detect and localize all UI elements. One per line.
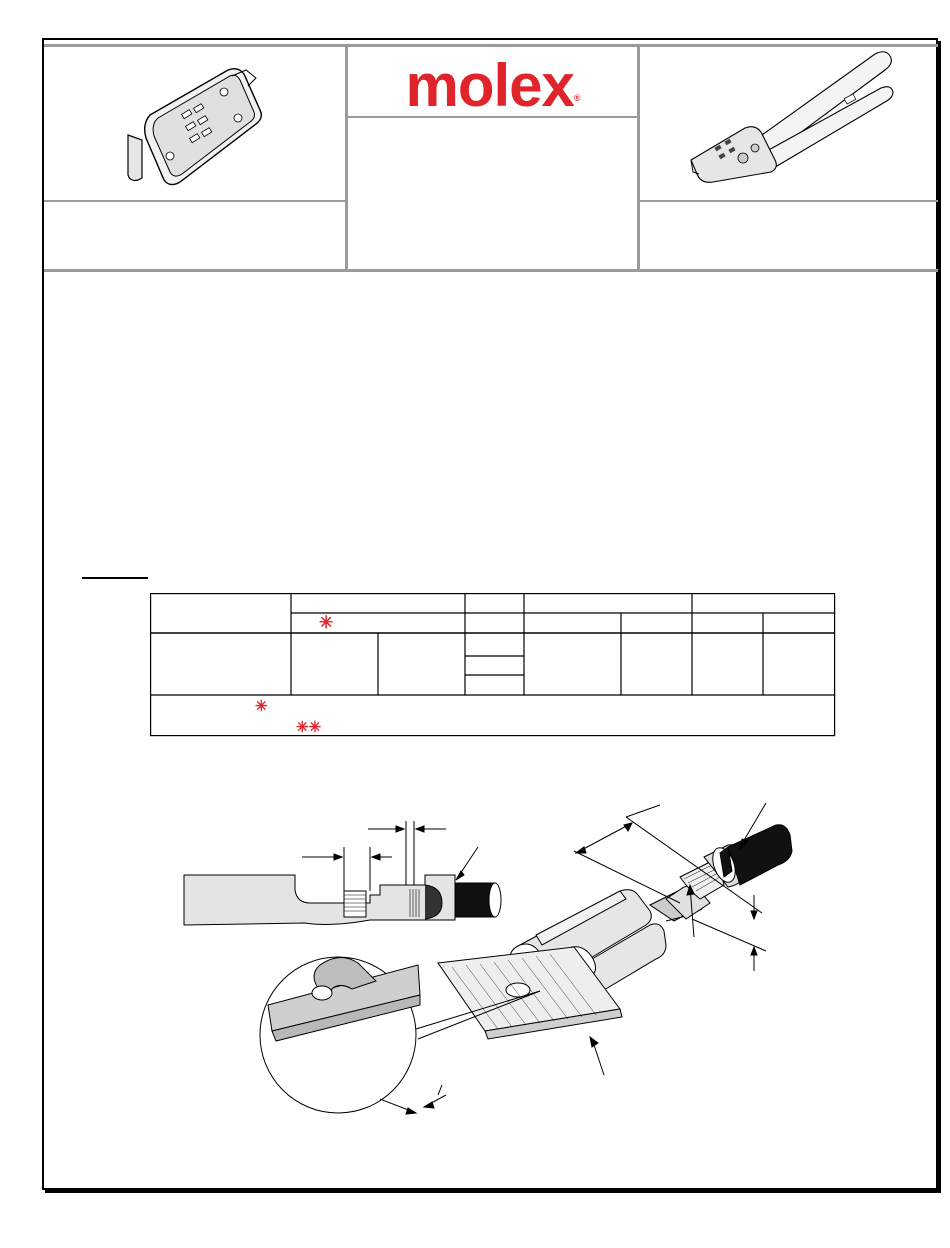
terminal-crimp-drawing-icon xyxy=(180,795,800,1125)
note-mark-double: ✳✳ xyxy=(296,719,322,736)
right-cell-divider xyxy=(640,200,938,202)
crimp-die-icon xyxy=(120,60,280,190)
spec-table xyxy=(150,593,838,739)
hand-crimp-tool-icon xyxy=(685,48,895,183)
left-cell-divider xyxy=(44,200,345,202)
header-col-divider-2 xyxy=(637,44,640,272)
note-mark-single: ✳ xyxy=(255,698,268,715)
header-top-divider xyxy=(44,44,938,47)
molex-logo xyxy=(366,52,620,119)
asterisk-mark-header: ✳ xyxy=(319,613,334,632)
logo-trademark: ® xyxy=(573,93,581,103)
section-underline xyxy=(82,577,148,579)
header-bottom-divider xyxy=(44,269,938,272)
header-col-divider-1 xyxy=(345,44,348,272)
logo-text: molex xyxy=(405,52,574,119)
